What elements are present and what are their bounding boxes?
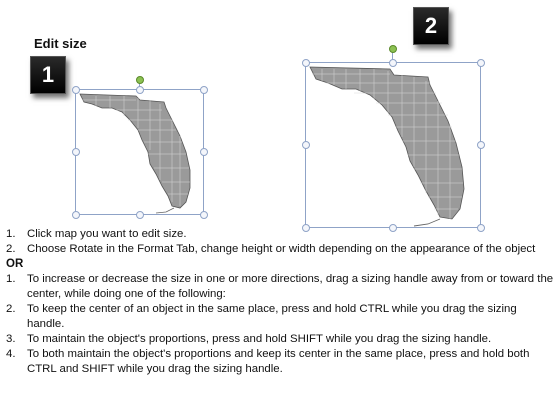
sizing-handle-right[interactable] [477, 141, 485, 149]
instructions [0, 227, 560, 377]
step-number: 2. [6, 303, 16, 315]
edit-size-title: Edit size [34, 36, 87, 51]
step-number: 1. [6, 273, 16, 285]
sizing-handle-top[interactable] [389, 59, 397, 67]
step-badge-1: 1 [30, 56, 66, 94]
step-number: 2. [6, 243, 16, 255]
step-text: To both maintain the object's proportions and keep its center in the same place, press and hold both CTRL and SHIFT while you drag the sizing handle. [27, 348, 530, 375]
step-number: 3. [6, 333, 16, 345]
alt-step-1 [0, 272, 560, 302]
alt-step-3 [0, 332, 560, 347]
map-selection-frame-small[interactable] [75, 89, 204, 215]
sizing-handle-left[interactable] [302, 141, 310, 149]
sizing-handle-top-left[interactable] [302, 59, 310, 67]
step-text: Choose Rotate in the Format Tab, change height or width depending on the appearance of the object [27, 243, 536, 255]
step-text: To maintain the object's proportions, press and hold SHIFT while you drag the sizing handle. [27, 333, 492, 345]
step-number: 4. [6, 348, 16, 360]
rotate-handle-icon[interactable] [136, 76, 144, 84]
sizing-handle-left[interactable] [72, 148, 80, 156]
alt-step-4 [0, 347, 560, 377]
map-selection-frame-large[interactable] [305, 62, 481, 228]
sizing-handle-bottom-left[interactable] [72, 211, 80, 219]
sizing-handle-right[interactable] [200, 148, 208, 156]
or-separator: OR [6, 258, 24, 270]
sizing-handle-bottom-right[interactable] [200, 211, 208, 219]
florida-map-small[interactable] [76, 90, 203, 214]
step-2 [0, 242, 560, 257]
sizing-handle-top[interactable] [136, 86, 144, 94]
step-text: To increase or decrease the size in one or more directions, drag a sizing handle away from or toward the center, while doing one of the following: [27, 273, 554, 300]
sizing-handle-top-right[interactable] [477, 59, 485, 67]
florida-map-large[interactable] [306, 63, 480, 227]
sizing-handle-top-left[interactable] [72, 86, 80, 94]
step-text: Click map you want to edit size. [27, 228, 187, 240]
step-text: To keep the center of an object in the same place, press and hold CTRL while you drag the sizing handle. [27, 303, 517, 330]
rotate-handle-icon[interactable] [389, 45, 397, 53]
step-number: 1. [6, 228, 16, 240]
sizing-handle-top-right[interactable] [200, 86, 208, 94]
step-badge-2: 2 [413, 7, 449, 45]
alt-step-2 [0, 302, 560, 332]
step-1 [0, 227, 560, 242]
sizing-handle-bottom[interactable] [136, 211, 144, 219]
